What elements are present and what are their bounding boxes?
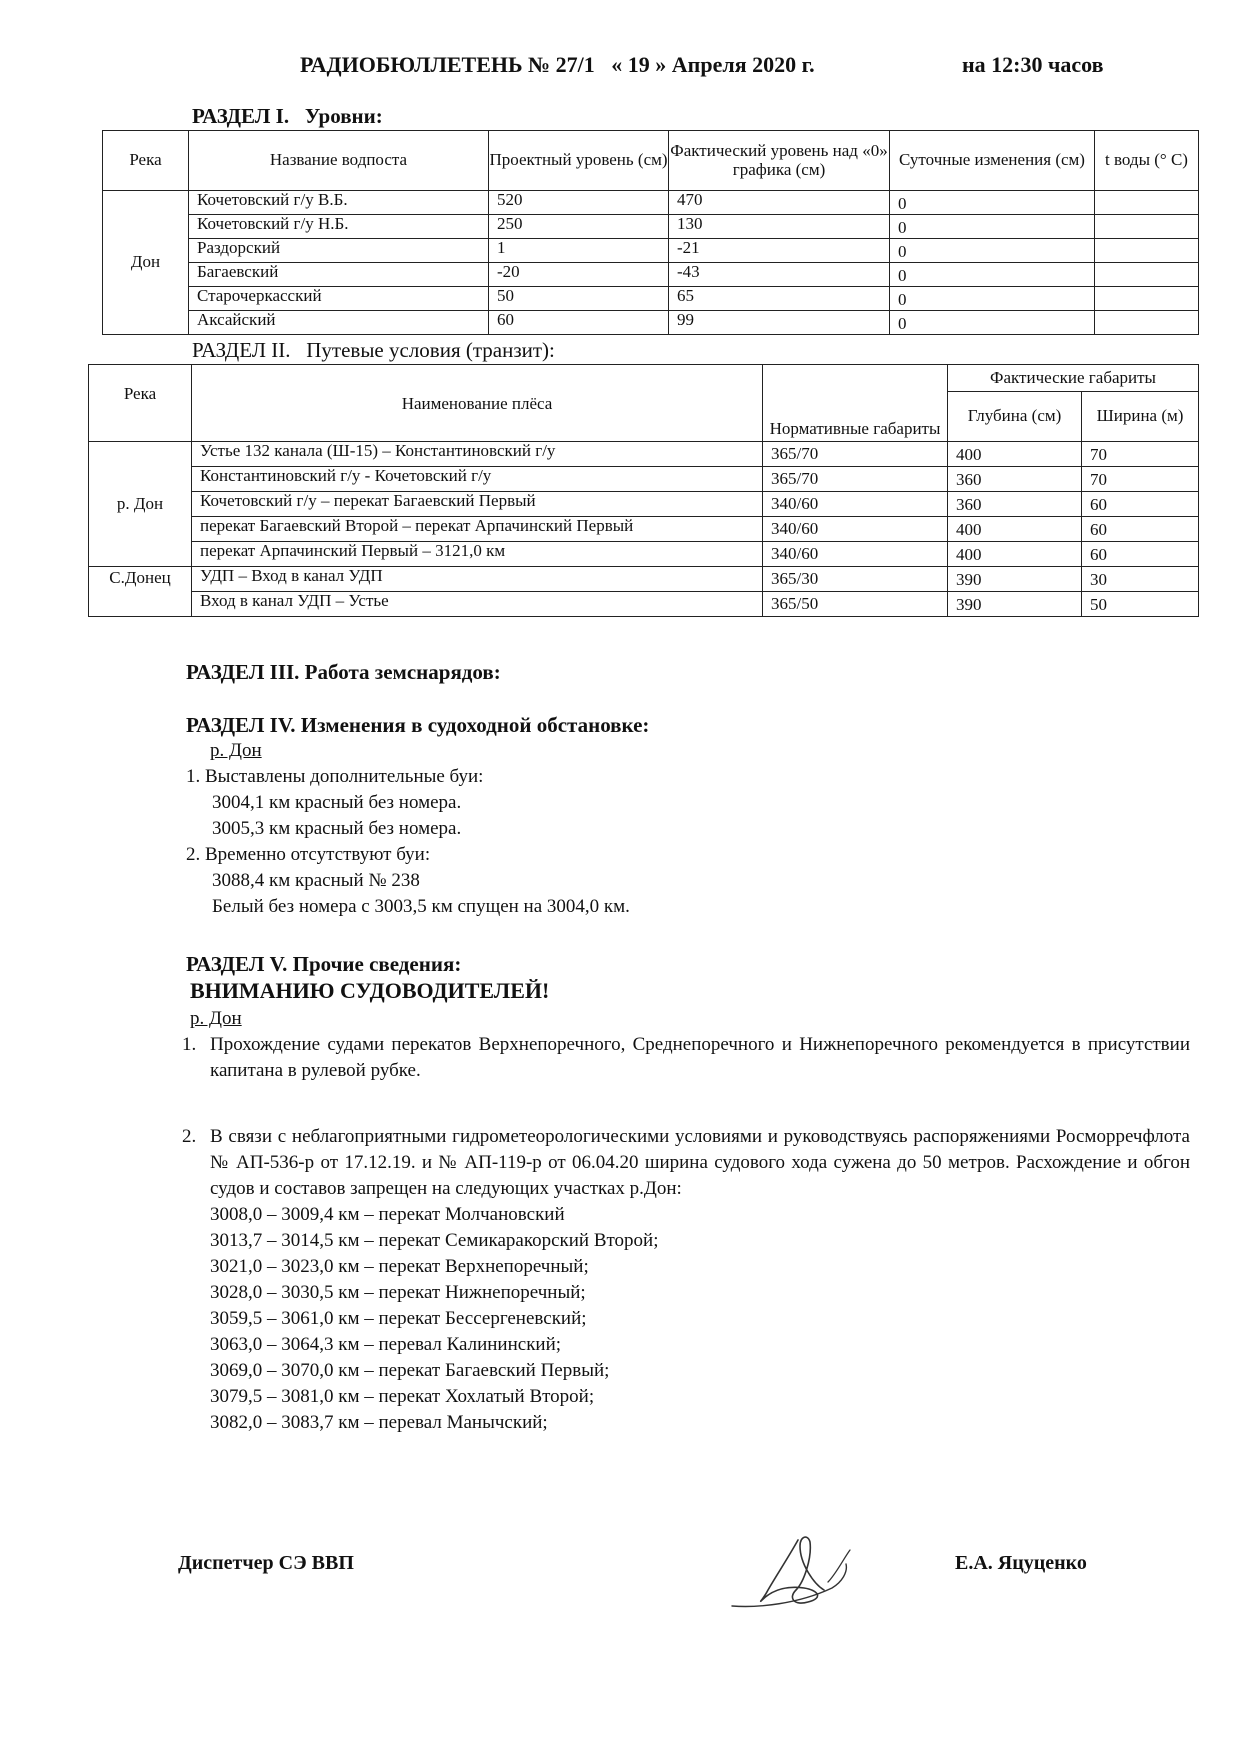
col-normative: Нормативные габариты <box>763 365 948 442</box>
actual-level: -21 <box>669 239 890 263</box>
post-name: Кочетовский г/у В.Б. <box>189 191 489 215</box>
table-row <box>103 287 1199 311</box>
actual-width: 70 <box>1082 467 1199 492</box>
col-actual-level: Фактический уровень над «0» графика (см) <box>669 131 890 191</box>
table-row <box>89 592 1199 617</box>
col-water-temp: t воды (° С) <box>1095 131 1199 191</box>
river-name: Дон <box>103 191 189 335</box>
table-row <box>89 467 1199 492</box>
reach-name: перекат Арпачинский Первый – 3121,0 км <box>192 542 763 567</box>
segment-list <box>182 1202 1190 1436</box>
attention-heading: ВНИМАНИЮ СУДОВОДИТЕЛЕЙ! <box>190 978 550 1003</box>
list-item: 3069,0 – 3070,0 км – перекат Багаевский Первый; <box>210 1360 610 1381</box>
levels-table <box>102 130 1199 335</box>
col-actual-group: Фактические габариты <box>948 365 1199 392</box>
signer-position: Диспетчер СЭ ВВП <box>178 1552 354 1574</box>
list-subitem: 3005,3 км красный без номера. <box>212 818 462 839</box>
normative-size: 365/70 <box>763 467 948 492</box>
project-level: 1 <box>489 239 669 263</box>
notice-text: В связи с неблагоприятными гидрометеорологическими условиями и руководствуясь распоряжениями Росморречфлота № АП-536-р от 17.12.19. и № АП-119-р от 06.04.20 ширина судового хода сужена до 50 метров. Расхождение и обгон судов и составов запрещен на следующих участках р.Дон: <box>210 1126 1190 1199</box>
reach-name: Константиновский г/у - Кочетовский г/у <box>192 467 763 492</box>
river-label: р. Дон <box>190 1008 242 1029</box>
section1-title: РАЗДЕЛ I. Уровни: <box>192 104 383 128</box>
list-item: 2. Временно отсутствуют буи: <box>186 844 431 865</box>
project-level: 50 <box>489 287 669 311</box>
water-temp <box>1095 287 1199 311</box>
col-daily-change: Суточные изменения (см) <box>890 131 1095 191</box>
notice-2 <box>182 1124 1190 1436</box>
section4-title: РАЗДЕЛ IV. Изменения в судоходной обстановке: <box>186 713 650 737</box>
notice-number: 1. <box>182 1034 197 1055</box>
section2-title: РАЗДЕЛ II. Путевые условия (транзит): <box>192 338 555 362</box>
river-name: р. Дон <box>89 442 192 567</box>
actual-width: 50 <box>1082 592 1199 617</box>
reach-name: перекат Багаевский Второй – перекат Арпачинский Первый <box>192 517 763 542</box>
water-temp <box>1095 263 1199 287</box>
actual-depth: 360 <box>948 467 1082 492</box>
water-temp <box>1095 191 1199 215</box>
col-depth: Глубина (см) <box>948 392 1082 442</box>
daily-change: 0 <box>890 239 1095 263</box>
list-item: 1. Выставлены дополнительные буи: <box>186 766 484 787</box>
daily-change: 0 <box>890 287 1095 311</box>
daily-change: 0 <box>890 311 1095 335</box>
list-subitem: 3088,4 км красный № 238 <box>212 870 420 891</box>
daily-change: 0 <box>890 215 1095 239</box>
table-row <box>103 263 1199 287</box>
table-row <box>89 567 1199 592</box>
actual-width: 60 <box>1082 517 1199 542</box>
actual-width: 30 <box>1082 567 1199 592</box>
actual-depth: 400 <box>948 517 1082 542</box>
table-row <box>89 442 1199 467</box>
water-temp <box>1095 215 1199 239</box>
river-name: С.Донец <box>89 567 192 617</box>
normative-size: 365/30 <box>763 567 948 592</box>
actual-depth: 400 <box>948 542 1082 567</box>
section4-body <box>186 738 1186 920</box>
actual-depth: 390 <box>948 592 1082 617</box>
list-item: 3028,0 – 3030,5 км – перекат Нижнепоречный; <box>210 1282 586 1303</box>
normative-size: 340/60 <box>763 517 948 542</box>
table-row <box>103 215 1199 239</box>
project-level: 60 <box>489 311 669 335</box>
signature-mark <box>728 1528 878 1618</box>
project-level: -20 <box>489 263 669 287</box>
section5-title: РАЗДЕЛ V. Прочие сведения: <box>186 952 462 976</box>
actual-level: 99 <box>669 311 890 335</box>
reach-name: УДП – Вход в канал УДП <box>192 567 763 592</box>
actual-depth: 390 <box>948 567 1082 592</box>
levels-table-header <box>103 131 1199 191</box>
project-level: 250 <box>489 215 669 239</box>
normative-size: 365/70 <box>763 442 948 467</box>
reach-name: Вход в канал УДП – Устье <box>192 592 763 617</box>
notice-number: 2. <box>182 1126 197 1147</box>
actual-level: 65 <box>669 287 890 311</box>
actual-level: -43 <box>669 263 890 287</box>
water-temp <box>1095 311 1199 335</box>
actual-depth: 360 <box>948 492 1082 517</box>
transit-table <box>88 364 1199 617</box>
table-row <box>89 492 1199 517</box>
post-name: Раздорский <box>189 239 489 263</box>
col-width: Ширина (м) <box>1082 392 1199 442</box>
table-row <box>103 239 1199 263</box>
list-item: 3059,5 – 3061,0 км – перекат Бессергеневский; <box>210 1308 587 1329</box>
actual-width: 60 <box>1082 492 1199 517</box>
daily-change: 0 <box>890 191 1095 215</box>
river-label: р. Дон <box>210 740 262 761</box>
col-river: Река <box>89 365 192 442</box>
transit-table-header <box>89 365 1199 392</box>
normative-size: 340/60 <box>763 542 948 567</box>
water-temp <box>1095 239 1199 263</box>
notice-text: Прохождение судами перекатов Верхнепоречного, Среднепоречного и Нижнепоречного рекомендуется в присутствии капитана в рулевой рубке. <box>210 1034 1190 1081</box>
section3-title: РАЗДЕЛ III. Работа земснарядов: <box>186 660 501 684</box>
list-item: 3079,5 – 3081,0 км – перекат Хохлатый Второй; <box>210 1386 595 1407</box>
table-row <box>103 191 1199 215</box>
list-item: 3063,0 – 3064,3 км – перевал Калининский; <box>210 1334 562 1355</box>
list-item: 3013,7 – 3014,5 км – перекат Семикаракорский Второй; <box>210 1230 659 1251</box>
post-name: Багаевский <box>189 263 489 287</box>
list-item: 3021,0 – 3023,0 км – перекат Верхнепоречный; <box>210 1256 589 1277</box>
normative-size: 365/50 <box>763 592 948 617</box>
signer-name: Е.А. Яцуценко <box>955 1552 1087 1574</box>
normative-size: 340/60 <box>763 492 948 517</box>
list-item: 3082,0 – 3083,7 км – перевал Манычский; <box>210 1412 548 1433</box>
reach-name: Устье 132 канала (Ш-15) – Константиновский г/у <box>192 442 763 467</box>
col-reach-name: Наименование плёса <box>192 365 763 442</box>
daily-change: 0 <box>890 263 1095 287</box>
bulletin-number-and-date: РАДИОБЮЛЛЕТЕНЬ № 27/1 « 19 » Апреля 2020 г. <box>300 52 815 77</box>
table-row <box>89 542 1199 567</box>
list-subitem: Белый без номера с 3003,5 км спущен на 3004,0 км. <box>212 896 630 917</box>
post-name: Кочетовский г/у Н.Б. <box>189 215 489 239</box>
table-row <box>89 517 1199 542</box>
actual-width: 70 <box>1082 442 1199 467</box>
notice-1 <box>182 1032 1190 1084</box>
post-name: Аксайский <box>189 311 489 335</box>
post-name: Старочеркасский <box>189 287 489 311</box>
project-level: 520 <box>489 191 669 215</box>
actual-depth: 400 <box>948 442 1082 467</box>
col-river: Река <box>103 131 189 191</box>
list-subitem: 3004,1 км красный без номера. <box>212 792 462 813</box>
bulletin-time: на 12:30 часов <box>962 52 1104 77</box>
col-post-name: Название водпоста <box>189 131 489 191</box>
actual-width: 60 <box>1082 542 1199 567</box>
actual-level: 470 <box>669 191 890 215</box>
table-row <box>103 311 1199 335</box>
list-item: 3008,0 – 3009,4 км – перекат Молчановский <box>210 1204 565 1225</box>
reach-name: Кочетовский г/у – перекат Багаевский Первый <box>192 492 763 517</box>
col-project-level: Проектный уровень (см) <box>489 131 669 191</box>
actual-level: 130 <box>669 215 890 239</box>
